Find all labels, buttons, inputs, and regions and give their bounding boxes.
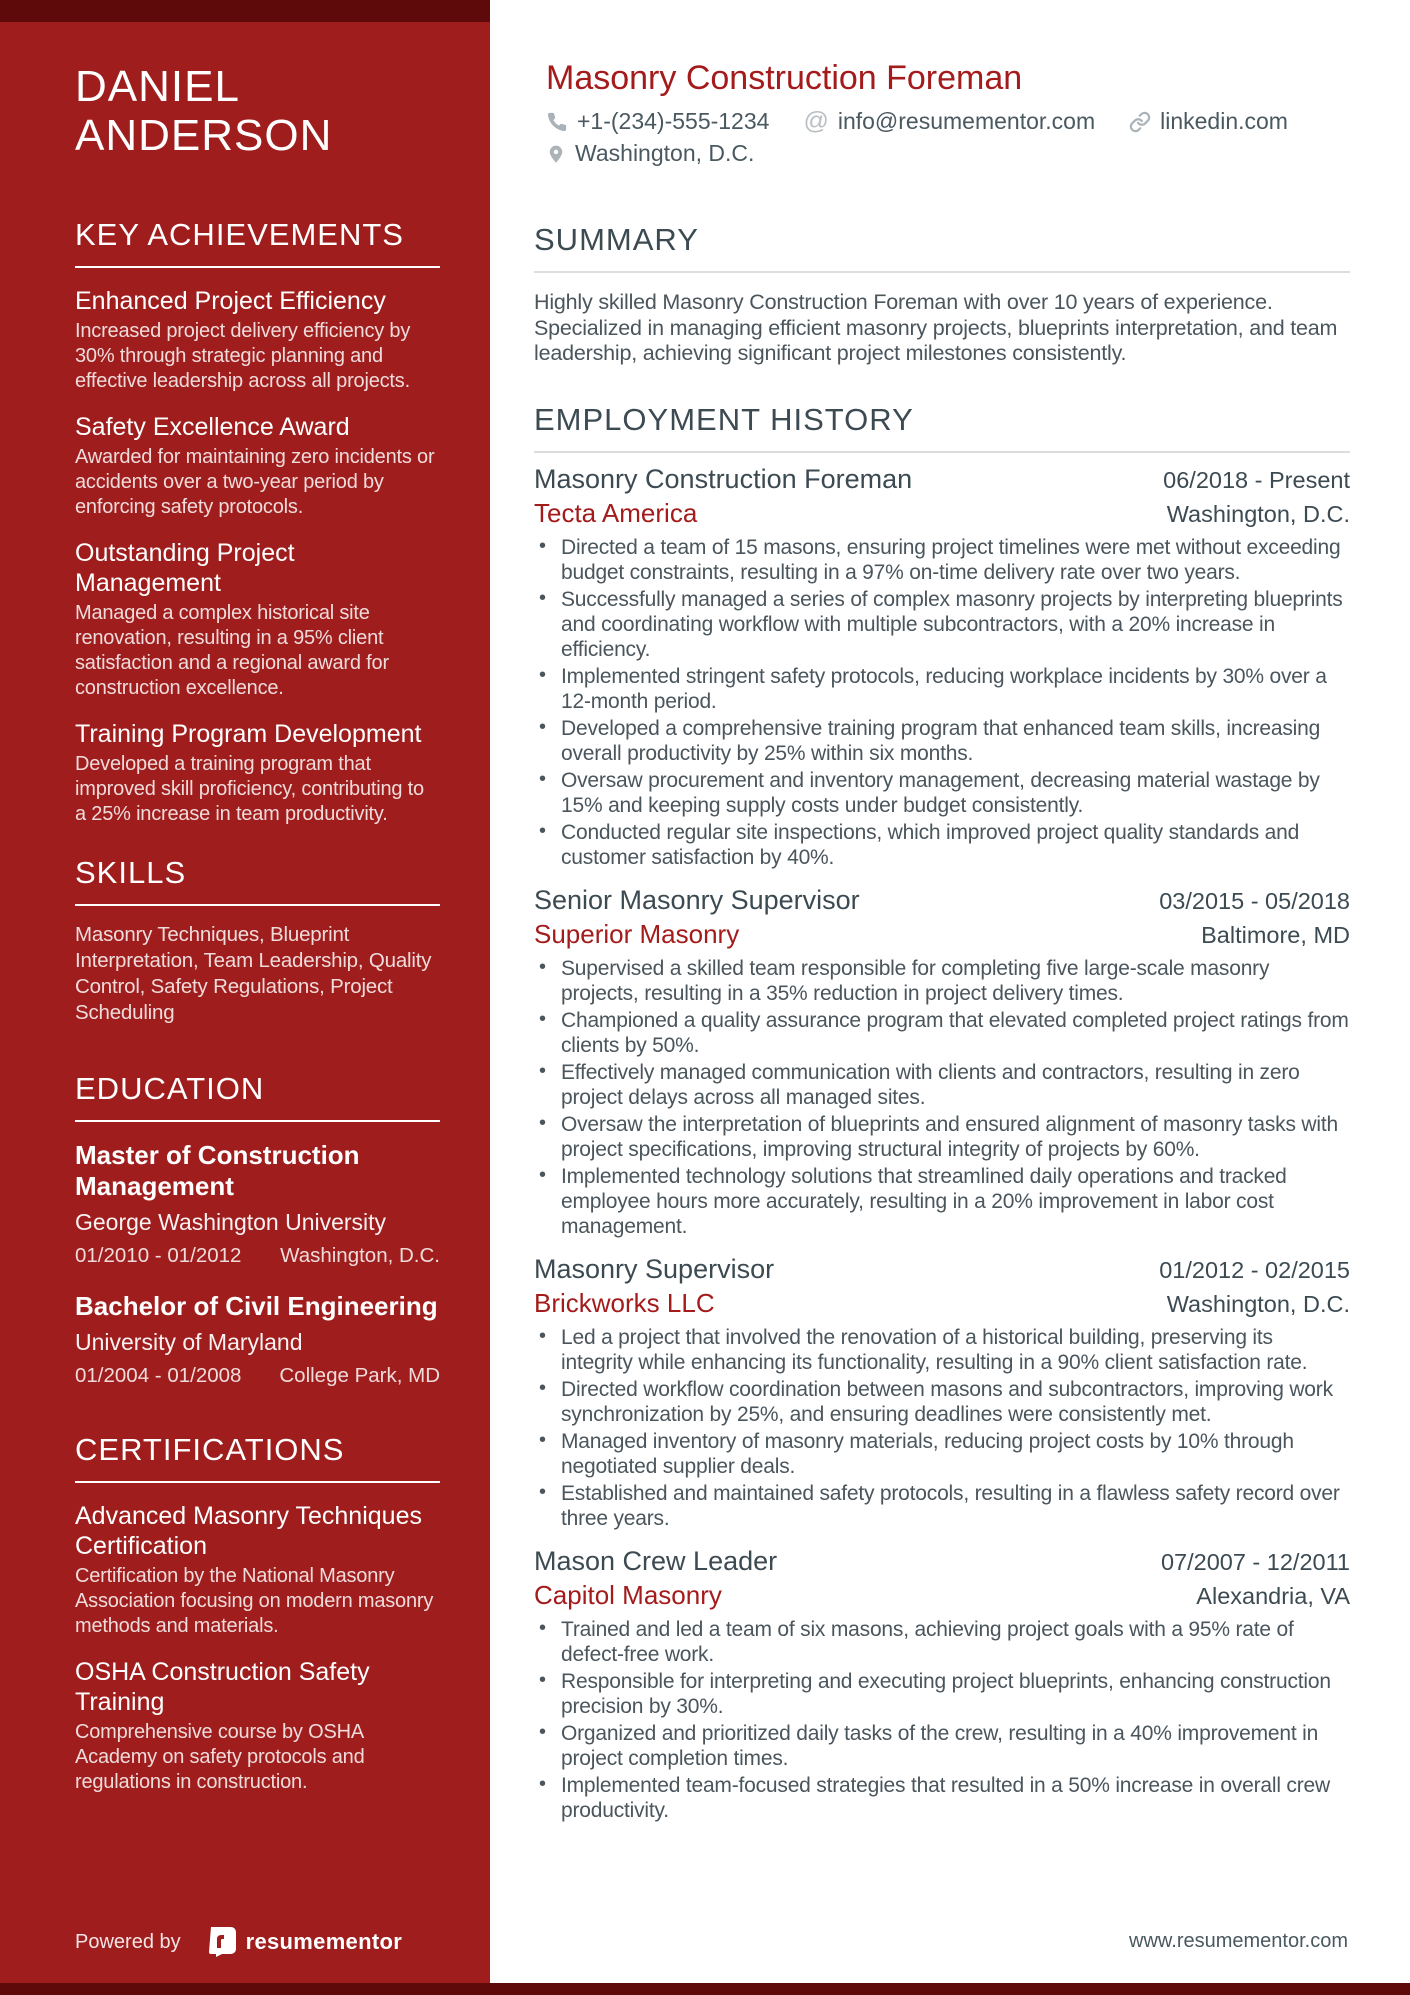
job-title: Masonry Supervisor (534, 1253, 775, 1284)
summary-text: Highly skilled Masonry Construction Foreman with over 10 years of experience. Specialized in managing efficient masonry projects, blueprints interpretation, and team leadership, achieving significant project milestones consistently. (534, 290, 1338, 365)
job-bullet-list (534, 1617, 1350, 1823)
company-name: Capitol Masonry (534, 1579, 722, 1610)
sidebar-section-skills (75, 854, 440, 1026)
school-name: University of Maryland (75, 1329, 303, 1355)
achievement-title: Enhanced Project Efficiency (75, 287, 386, 315)
resumementor-logo-icon[interactable] (209, 1927, 236, 1957)
degree-title: Bachelor of Civil Engineering (75, 1291, 438, 1321)
bullet-item: • Implemented technology solutions that streamlined daily operations and tracked employee hours more accurately, resulting in a 20% improvement in labor cost management. (534, 1164, 1350, 1239)
job-subheader-row (534, 498, 1350, 528)
location-contact (546, 140, 754, 167)
name-line-2: ANDERSON (75, 111, 333, 160)
sidebar-footer (75, 1927, 402, 1957)
achievement-title: Outstanding Project Management (75, 539, 295, 597)
bullet-item: • Established and maintained safety protocols, resulting in a flawless safety record over three years. (534, 1481, 1350, 1531)
education-entry (75, 1291, 440, 1389)
job-location: Washington, D.C. (1166, 500, 1350, 527)
achievement-text: Increased project delivery efficiency by 30% through strategic planning and effective leadership across all projects. (75, 320, 411, 392)
job-bullet-list (534, 956, 1350, 1239)
key-achievements-heading: KEY ACHIEVEMENTS (75, 217, 404, 252)
certification-item (75, 1657, 440, 1795)
linkedin-url: linkedin.com (1160, 108, 1288, 134)
job-location: Baltimore, MD (1201, 921, 1350, 948)
section-divider (75, 904, 440, 906)
job-subheader-row (534, 919, 1350, 949)
education-list (75, 1140, 440, 1389)
contact-row (546, 140, 1350, 167)
job-header-row (534, 1253, 1350, 1285)
achievement-item (75, 719, 440, 827)
job-dates: 03/2015 - 05/2018 (1159, 887, 1350, 914)
job-dates: 06/2018 - Present (1163, 466, 1350, 493)
section-divider (75, 266, 440, 268)
certification-text: Comprehensive course by OSHA Academy on safety protocols and regulations in construction. (75, 1721, 365, 1793)
powered-by-label: Powered by (75, 1930, 181, 1953)
top-accent-bar (0, 0, 490, 22)
employment-history-heading: EMPLOYMENT HISTORY (534, 401, 914, 437)
section-divider (534, 271, 1350, 273)
phone-icon (546, 111, 568, 133)
education-meta (75, 1243, 440, 1269)
summary-section (534, 221, 1350, 367)
bullet-item: • Oversaw the interpretation of blueprints and ensured alignment of masonry tasks with project specifications, improving structural integrity of projects by 60%. (534, 1112, 1350, 1162)
bullet-item: • Managed inventory of masonry materials, reducing project costs by 10% through negotiated supplier deals. (534, 1429, 1350, 1479)
job-location: Alexandria, VA (1196, 1582, 1350, 1609)
achievement-item (75, 412, 440, 520)
education-meta (75, 1363, 440, 1389)
bullet-item: • Directed workflow coordination between masons and subcontractors, improving work synchronization by 25%, and ensuring deadlines were consistently met. (534, 1377, 1350, 1427)
achievement-title: Safety Excellence Award (75, 413, 350, 441)
bullet-item: • Effectively managed communication with clients and contractors, resulting in zero project delays across all managed sites. (534, 1060, 1350, 1110)
job-entry (534, 884, 1350, 1239)
candidate-name (75, 62, 440, 160)
section-divider (534, 451, 1350, 453)
education-dates: 01/2004 - 01/2008 (75, 1364, 242, 1387)
company-name: Superior Masonry (534, 918, 740, 949)
bullet-item: • Implemented stringent safety protocols, reducing workplace incidents by 30% over a 12-month period. (534, 664, 1350, 714)
at-icon: @ (803, 107, 829, 135)
achievement-text: Developed a training program that improved skill proficiency, contributing to a 25% increase in team productivity. (75, 753, 424, 825)
brand-name: resumementor (245, 1929, 403, 1954)
bottom-accent-bar (0, 1983, 1410, 1995)
section-divider (75, 1481, 440, 1483)
job-bullet-list (534, 535, 1350, 870)
job-header-row (534, 884, 1350, 916)
achievement-item (75, 286, 440, 394)
bullet-item: • Directed a team of 15 masons, ensuring project timelines were met without exceeding budget constraints, resulting in a 97% on-time delivery rate over two years. (534, 535, 1350, 585)
education-location: College Park, MD (279, 1364, 440, 1387)
job-title: Mason Crew Leader (534, 1545, 778, 1576)
phone-contact[interactable] (546, 108, 769, 135)
email-contact[interactable] (803, 107, 1095, 136)
certification-title: OSHA Construction Safety Training (75, 1658, 370, 1716)
job-header-row (534, 463, 1350, 495)
education-heading: EDUCATION (75, 1071, 265, 1106)
skills-heading: SKILLS (75, 855, 187, 890)
achievement-list (75, 286, 440, 827)
company-name: Brickworks LLC (534, 1287, 715, 1318)
job-subheader-row (534, 1580, 1350, 1610)
certifications-heading: CERTIFICATIONS (75, 1432, 345, 1467)
resume-header (534, 58, 1350, 167)
sidebar-section-certifications (75, 1431, 440, 1795)
school-name: George Washington University (75, 1209, 387, 1235)
job-title: Senior Masonry Supervisor (534, 884, 860, 915)
achievement-title: Training Program Development (75, 720, 422, 748)
achievement-item (75, 538, 440, 701)
certification-title: Advanced Masonry Techniques Certification (75, 1502, 422, 1560)
bullet-item: • Championed a quality assurance program that elevated completed project ratings from clients by 50%. (534, 1008, 1350, 1058)
phone-number: +1-(234)-555-1234 (577, 108, 770, 134)
email-address: info@resumementor.com (837, 108, 1096, 134)
education-entry (75, 1140, 440, 1269)
bullet-item: • Conducted regular site inspections, which improved project quality standards and customer satisfaction by 40%. (534, 820, 1350, 870)
job-subheader-row (534, 1288, 1350, 1318)
bullet-item: • Successfully managed a series of complex masonry projects by interpreting blueprints and coordinating workflow with multiple subcontractors, with a 20% increase in efficiency. (534, 587, 1350, 662)
job-header-row (534, 1545, 1350, 1577)
bullet-item: • Developed a comprehensive training program that enhanced team skills, increasing overall productivity by 25% within six months. (534, 716, 1350, 766)
job-bullet-list (534, 1325, 1350, 1531)
achievement-text: Managed a complex historical site renovation, resulting in a 95% client satisfaction and a regional award for construction excellence. (75, 602, 389, 699)
summary-heading: SUMMARY (534, 222, 699, 257)
education-dates: 01/2010 - 01/2012 (75, 1244, 242, 1267)
bullet-item: • Oversaw procurement and inventory management, decreasing material wastage by 15% and keeping supply costs under budget consistently. (534, 768, 1350, 818)
site-url[interactable]: www.resumementor.com (1129, 1930, 1348, 1952)
employment-history-section (534, 401, 1350, 1823)
name-line-1: DANIEL (75, 62, 240, 111)
education-location: Washington, D.C. (280, 1244, 440, 1267)
skills-text: Masonry Techniques, Blueprint Interpretation, Team Leadership, Quality Control, Safety Regulations, Project Scheduling (75, 923, 432, 1024)
bullet-item: • Led a project that involved the renovation of a historical building, preserving its integrity while enhancing its functionality, resulting in a 90% client satisfaction rate. (534, 1325, 1350, 1375)
linkedin-contact[interactable] (1129, 108, 1288, 135)
sidebar-section-education (75, 1070, 440, 1389)
bullet-item: • Organized and prioritized daily tasks of the crew, resulting in a 40% improvement in project completion times. (534, 1721, 1350, 1771)
bullet-item: • Supervised a skilled team responsible for completing five large-scale masonry projects, resulting in a 35% reduction in project delivery times. (534, 956, 1350, 1006)
bullet-item: • Implemented team-focused strategies that resulted in a 50% increase in overall crew productivity. (534, 1773, 1350, 1823)
job-entry (534, 1253, 1350, 1531)
degree-title: Master of Construction Management (75, 1140, 360, 1201)
job-title: Masonry Construction Foreman (534, 463, 913, 494)
sidebar (0, 0, 490, 1995)
job-entry (534, 1545, 1350, 1823)
certification-item (75, 1501, 440, 1639)
company-name: Tecta America (534, 497, 698, 528)
main-content (490, 0, 1410, 1995)
job-dates: 07/2007 - 12/2011 (1160, 1548, 1350, 1575)
location-pin-icon (546, 143, 566, 165)
section-divider (75, 1120, 440, 1122)
contact-row (546, 107, 1350, 136)
certification-text: Certification by the National Masonry Association focusing on modern masonry methods and materials. (75, 1565, 434, 1637)
achievement-text: Awarded for maintaining zero incidents or accidents over a two-year period by enforcing safety protocols. (75, 446, 435, 518)
location-text: Washington, D.C. (575, 140, 755, 166)
bullet-item: • Trained and led a team of six masons, achieving project goals with a 95% rate of defect-free work. (534, 1617, 1350, 1667)
sidebar-section-key-achievements (75, 216, 440, 827)
job-entry (534, 463, 1350, 870)
job-title-heading: Masonry Construction Foreman (546, 59, 1023, 97)
bullet-item: • Responsible for interpreting and executing project blueprints, enhancing construction precision by 30%. (534, 1669, 1350, 1719)
job-location: Washington, D.C. (1166, 1290, 1350, 1317)
link-icon (1129, 111, 1151, 133)
job-dates: 01/2012 - 02/2015 (1159, 1256, 1350, 1283)
certification-list (75, 1501, 440, 1795)
